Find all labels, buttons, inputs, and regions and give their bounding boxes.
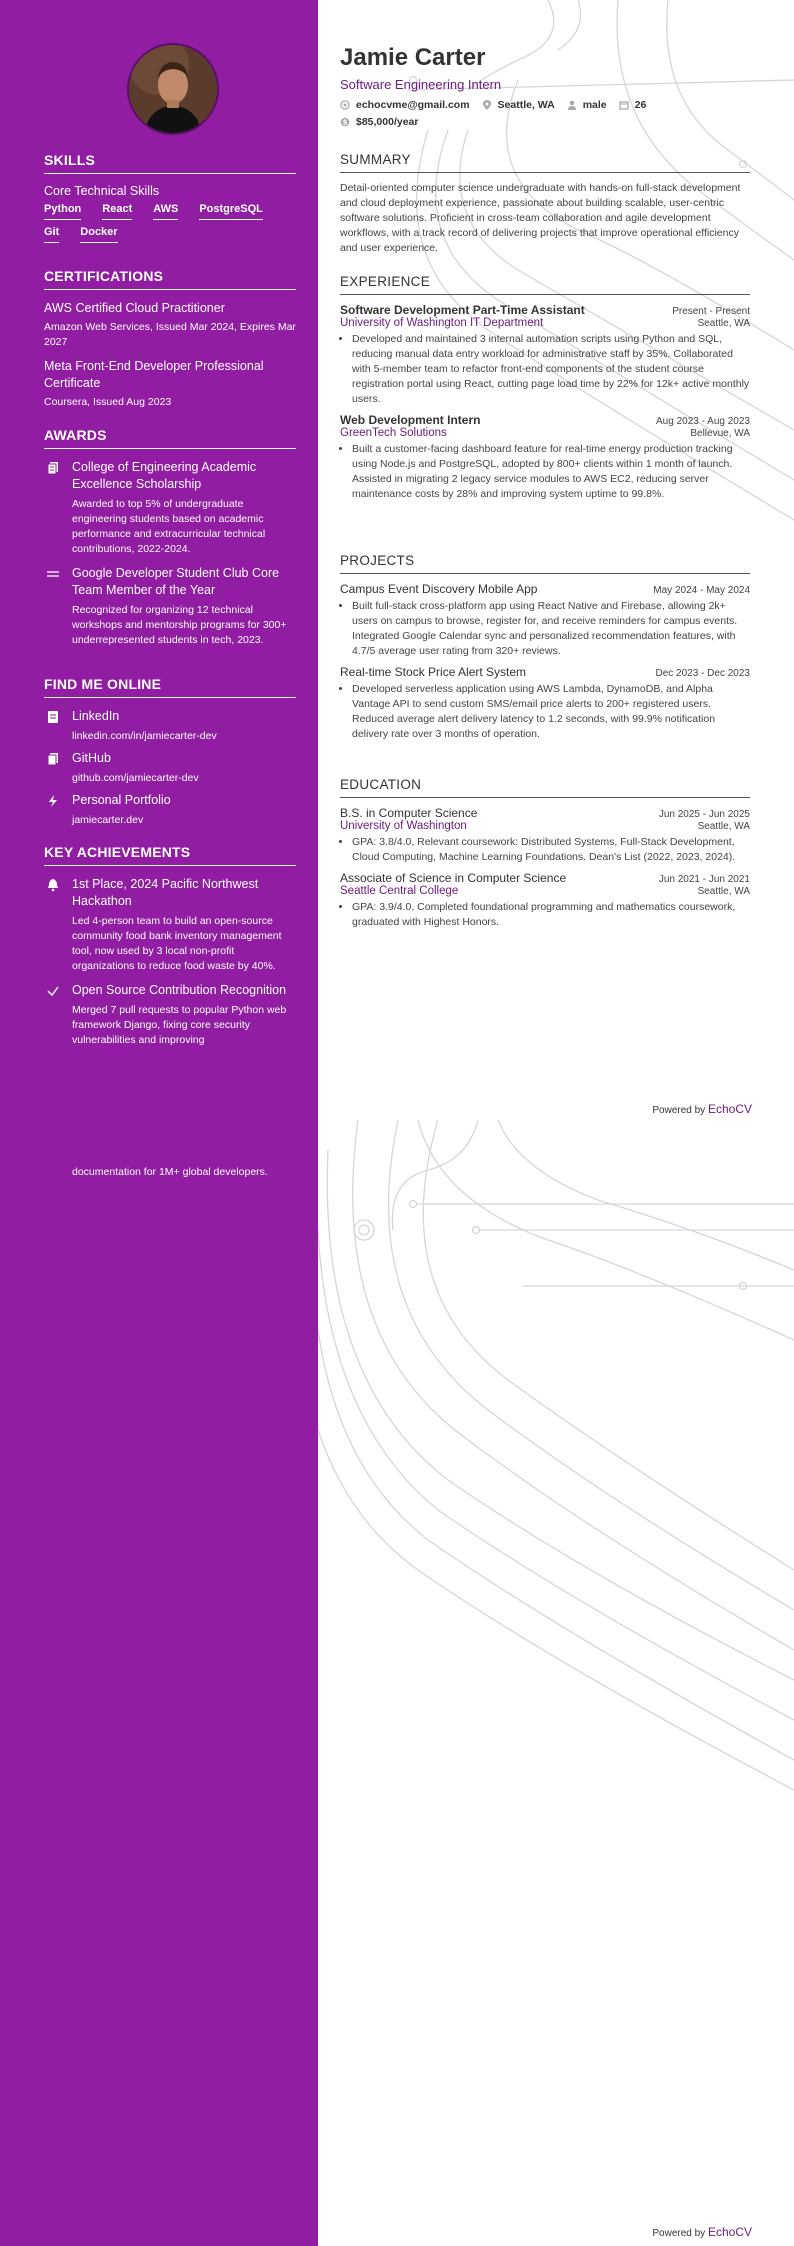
entry-org: Seattle Central College [340,885,459,897]
entry-bullet: • Built full-stack cross-platform app using React Native and Firebase, allowing 2k+ users on campus to browse, register for, and receive reminders for campus events. Integrated Google Calendar sync and personalized recommendation features, with 4.7/5 average user rating from 320+ reviews. [352,599,750,659]
entry-title: Associate of Science in Computer Science [340,871,567,885]
document-icon [46,461,60,475]
brand-link[interactable]: EchoCV [707,2225,752,2239]
skill-tag: Python [44,203,81,220]
entry-date: Jun 2025 - Jun 2025 [658,809,750,820]
entry-title: Software Development Part-Time Assistant [340,303,585,317]
skills-group-label: Core Technical Skills [44,184,160,198]
achievement-title: Open Source Contribution Recognition [72,983,287,997]
avatar [127,43,219,135]
achievement-item [44,876,296,974]
location-icon [482,100,492,110]
skills-section [44,152,296,243]
online-url[interactable]: linkedin.com/in/jamiecarter-dev [72,730,217,742]
entry-location: Seattle, WA [697,318,750,329]
online-link[interactable] [44,708,296,742]
contact-salary: $85,000/year [356,116,419,128]
entry-date: Dec 2023 - Dec 2023 [655,668,750,679]
cert-issuer: Amazon Web Services, Issued Mar 2024, Expires Mar 2027 [44,321,296,348]
entry-bullet: • GPA: 3.8/4.0, Relevant coursework: Distributed Systems, Full-Stack Development, Cloud Computing, Machine Learning Foundations. Dean's List (2022, 2023, 2024). [352,835,750,865]
contact-row [340,116,418,128]
education-entry [340,806,750,865]
job-title: Software Engineering Intern [340,77,502,92]
entry-org: GreenTech Solutions [340,427,447,439]
awards-section [44,427,296,656]
document-icon [46,710,60,724]
skill-tag: Docker [80,226,117,243]
projects-heading: PROJECTS [340,553,750,574]
project-entry [340,665,750,742]
entry-location: Seattle, WA [697,821,750,832]
cert-title: AWS Certified Cloud Practitioner [44,301,225,315]
money-icon [340,117,350,127]
online-url[interactable]: jamiecarter.dev [72,814,144,826]
online-link[interactable] [44,792,296,826]
awards-heading: AWARDS [44,427,296,449]
project-entry [340,582,750,659]
entry-bullet: • Built a customer-facing dashboard feature for real-time energy production tracking using Node.js and PostgreSQL, adopted by 800+ clients within 1 month of launch. Assisted in migrating 2 legacy service modules to AWS EC2, reducing server maintenance costs by 28% and improving system uptime to 99.8%. [352,442,750,502]
achievement-title: 1st Place, 2024 Pacific Northwest Hackathon [72,877,259,908]
skill-tags [44,203,296,243]
entry-org: University of Washington IT Department [340,317,544,329]
lines-icon [46,567,60,581]
powered-by-footer [652,2225,752,2239]
entry-bullet: • Developed serverless application using AWS Lambda, DynamoDB, and Alpha Vantage API to send custom SMS/email price alerts to 200+ registered users. Reduced average alert delivery latency to 1.2 seconds, with 99.9% notification delivery rate over 3 months of operation. [352,682,750,742]
online-title: GitHub [72,751,111,765]
candidate-name: Jamie Carter [340,44,486,71]
skills-heading: SKILLS [44,152,296,174]
online-link[interactable] [44,750,296,784]
summary-text: Detail-oriented computer science undergraduate with hands-on full-stack development and cloud deployment experience, passionate about building scalable, user-centric software solutions. Proficient in cross-team collaboration and agile development workflows, with a track record of delivering projects that improve operational efficiency and user experience. [340,182,741,254]
experience-entry [340,413,750,502]
entry-bullet: • GPA: 3.9/4.0, Completed foundational programming and mathematics coursework, graduated with Highest Honors. [352,900,750,930]
entry-location: Bellevue, WA [690,428,750,439]
calendar-icon [619,100,629,110]
contact-gender: male [582,99,607,111]
education-section [340,777,750,936]
achievement-desc-continued: documentation for 1M+ global developers. [72,1166,268,1178]
online-title: Personal Portfolio [72,793,171,807]
experience-entry [340,303,750,407]
powered-by-label: Powered by [652,2228,706,2239]
certifications-section [44,268,296,418]
award-item [44,459,296,557]
copy-icon [46,752,60,766]
powered-by-footer [652,1102,752,1116]
skill-tag: Git [44,226,59,243]
entry-date: Jun 2021 - Jun 2021 [658,874,750,885]
person-icon [567,100,577,110]
award-title: College of Engineering Academic Excellence Scholarship [72,460,257,491]
achievement-desc: Led 4-person team to build an open-source community food bank inventory management tool, now used by 3 local non-profit organizations to reduce food waste by 40%. [72,915,282,972]
summary-section [340,152,750,256]
award-desc: Awarded to top 5% of undergraduate engineering students based on academic performance and extracurricular technical contributions, 2022-2024. [72,498,266,555]
online-section [44,676,296,834]
award-title: Google Developer Student Club Core Team Member of the Year [72,566,280,597]
certifications-heading: CERTIFICATIONS [44,268,296,290]
award-item [44,565,296,648]
entry-bullet: • Developed and maintained 3 internal automation scripts using Python and SQL, reducing manual data entry workload for administrative staff by 35%. Collaborated with 5-member team to refactor front-end components of the student course registration portal using React, cutting page load time by 22% for 12k+ active monthly users. [352,332,750,407]
sidebar [0,0,318,2246]
cert-title: Meta Front-End Developer Professional Certificate [44,359,264,390]
experience-heading: EXPERIENCE [340,274,750,295]
projects-section [340,553,750,748]
contact-row [340,99,646,111]
entry-location: Seattle, WA [697,886,750,897]
check-icon [46,984,60,998]
experience-section [340,274,750,508]
skill-tag: React [102,203,132,220]
skill-tag: AWS [153,203,178,220]
brand-link[interactable]: EchoCV [707,1102,752,1116]
award-desc: Recognized for organizing 12 technical workshops and mentorship programs for 300+ underrepresented students in tech, 2023. [72,604,287,646]
online-heading: FIND ME ONLINE [44,676,296,698]
education-entry [340,871,750,930]
entry-title: Web Development Intern [340,413,481,427]
at-icon [340,100,350,110]
entry-date: Present - Present [672,306,750,317]
entry-org: University of Washington [340,820,467,832]
summary-heading: SUMMARY [340,152,750,173]
achievements-section [44,844,296,1056]
achievement-item [44,982,296,1048]
entry-date: Aug 2023 - Aug 2023 [656,416,750,427]
achievement-desc: Merged 7 pull requests to popular Python web framework Django, fixing core security vulnerabilities and improving [72,1004,287,1046]
entry-title: B.S. in Computer Science [340,806,478,820]
cert-issuer: Coursera, Issued Aug 2023 [44,396,172,408]
bolt-icon [46,794,60,808]
svg-text:$: $ [342,118,348,127]
online-title: LinkedIn [72,709,120,723]
entry-title: Campus Event Discovery Mobile App [340,582,538,596]
contact-email[interactable]: echocvme@gmail.com [356,99,470,111]
entry-title: Real-time Stock Price Alert System [340,665,527,679]
achievements-heading: KEY ACHIEVEMENTS [44,844,296,866]
entry-date: May 2024 - May 2024 [653,585,750,596]
skill-tag: PostgreSQL [199,203,263,220]
online-url[interactable]: github.com/jamiecarter-dev [72,772,199,784]
education-heading: EDUCATION [340,777,750,798]
powered-by-label: Powered by [652,1105,706,1116]
contact-location: Seattle, WA [497,99,555,111]
contact-age: 26 [634,99,647,111]
bell-icon [46,878,60,892]
